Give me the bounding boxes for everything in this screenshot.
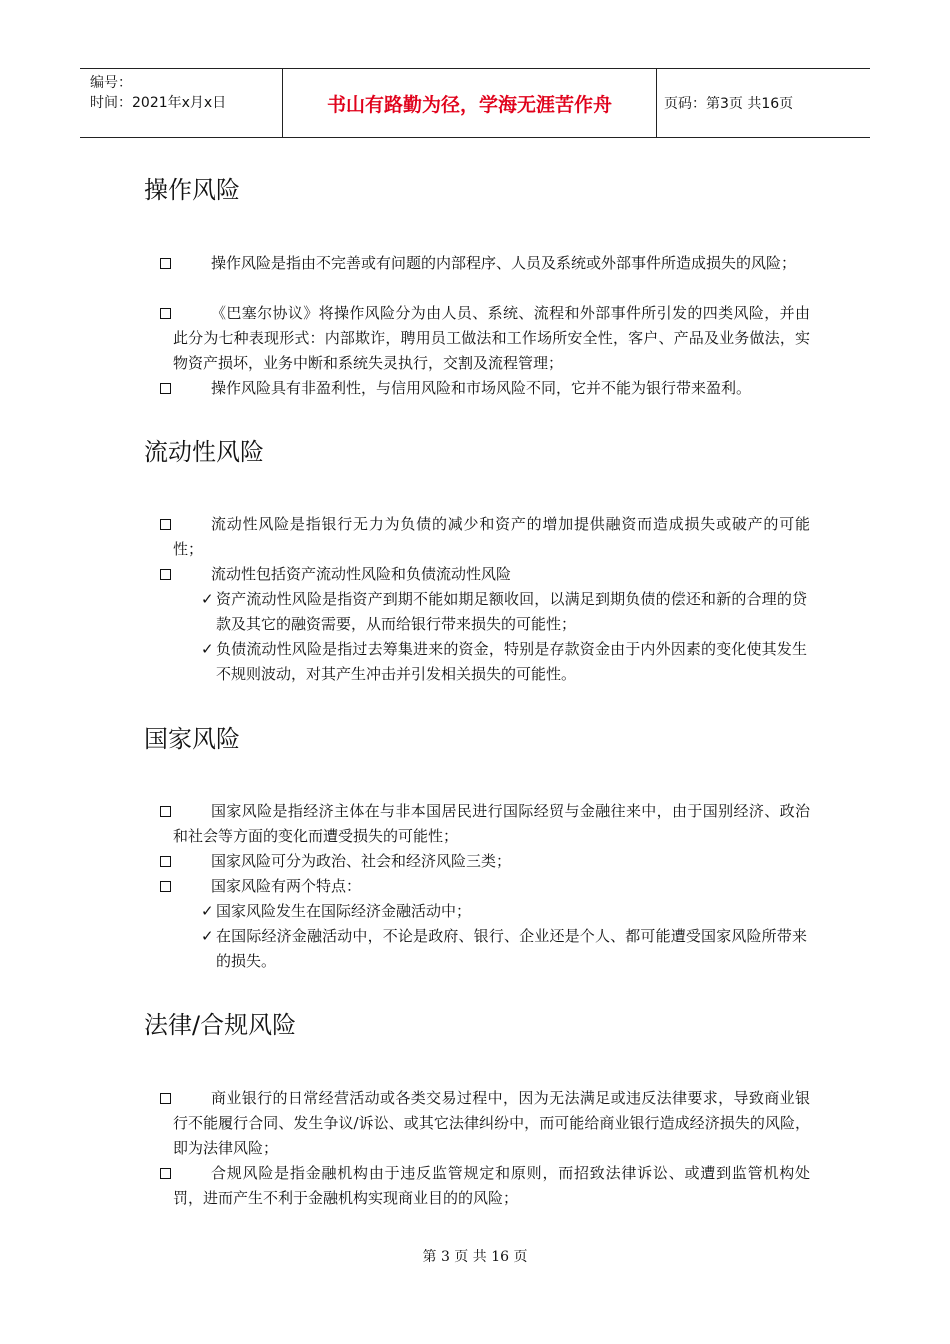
list-item: 操作风险具有非盈利性，与信用风险和市场风险不同，它并不能为银行带来盈利。	[160, 376, 810, 401]
check-icon: ✓	[201, 927, 214, 945]
page-header	[80, 68, 870, 138]
sub-list-item: ✓ 负债流动性风险是指过去筹集进来的资金，特别是存款资金由于内外因素的变化使其发生不规则波动，对其产生冲击并引发相关损失的可能性。	[201, 637, 807, 687]
section-title: 国家风险	[144, 725, 240, 753]
checkbox-bullet-icon	[160, 258, 171, 269]
checkbox-bullet-icon	[160, 519, 171, 530]
checkbox-bullet-icon	[160, 308, 171, 319]
list-item: 流动性风险是指银行无力为负债的减少和资产的增加提供融资而造成损失或破产的可能性；	[160, 512, 810, 562]
header-motto: 书山有路勤为径，学海无涯苦作舟	[282, 69, 657, 137]
checkbox-bullet-icon	[160, 881, 171, 892]
checkbox-bullet-icon	[160, 1093, 171, 1104]
list-item: 操作风险是指由不完善或有问题的内部程序、人员及系统或外部事件所造成损失的风险；	[160, 251, 810, 276]
section-title: 流动性风险	[144, 438, 264, 466]
checkbox-bullet-icon	[160, 856, 171, 867]
sub-list-item: ✓ 资产流动性风险是指资产到期不能如期足额收回，以满足到期负债的偿还和新的合理的贷款及其它的融资需要，从而给银行带来损失的可能性；	[201, 587, 807, 637]
list-item: 合规风险是指金融机构由于违反监管规定和原则，而招致法律诉讼、或遭到监管机构处罚，进而产生不利于金融机构实现商业目的的风险；	[160, 1161, 810, 1211]
sub-list-item: ✓ 国家风险发生在国际经济金融活动中；	[201, 899, 807, 924]
checkbox-bullet-icon	[160, 1168, 171, 1179]
section-title: 法律/合规风险	[144, 1011, 297, 1039]
date-label: 时间：2021年x月x日	[90, 95, 227, 111]
check-icon: ✓	[201, 590, 214, 608]
section-title: 操作风险	[144, 176, 240, 204]
check-icon: ✓	[201, 902, 214, 920]
page-footer: 第 3 页 共 16 页	[422, 1249, 528, 1265]
checkbox-bullet-icon	[160, 569, 171, 580]
header-page-label: 页码：第3页 共16页	[664, 96, 794, 112]
checkbox-bullet-icon	[160, 383, 171, 394]
header-meta	[80, 69, 282, 137]
list-item: 国家风险可分为政治、社会和经济风险三类；	[160, 849, 810, 874]
check-icon: ✓	[201, 640, 214, 658]
checkbox-bullet-icon	[160, 806, 171, 817]
list-item: 国家风险是指经济主体在与非本国居民进行国际经贸与金融往来中，由于国别经济、政治和社会等方面的变化而遭受损失的可能性；	[160, 799, 810, 849]
sub-list-item: ✓ 在国际经济金融活动中，不论是政府、银行、企业还是个人、都可能遭受国家风险所带来的损失。	[201, 924, 807, 974]
number-label: 编号：	[90, 75, 132, 91]
list-item: 《巴塞尔协议》将操作风险分为由人员、系统、流程和外部事件所引发的四类风险，并由此分为七种表现形式：内部欺诈，聘用员工做法和工作场所安全性，客户、产品及业务做法，实物资产损坏，业务中断和系统失灵执行，交割及流程管理；	[160, 301, 810, 376]
list-item: 流动性包括资产流动性风险和负债流动性风险	[160, 562, 810, 587]
list-item: 国家风险有两个特点：	[160, 874, 810, 899]
list-item: 商业银行的日常经营活动或各类交易过程中，因为无法满足或违反法律要求，导致商业银行不能履行合同、发生争议/诉讼、或其它法律纠纷中，而可能给商业银行造成经济损失的风险，即为法律风险；	[160, 1086, 810, 1161]
